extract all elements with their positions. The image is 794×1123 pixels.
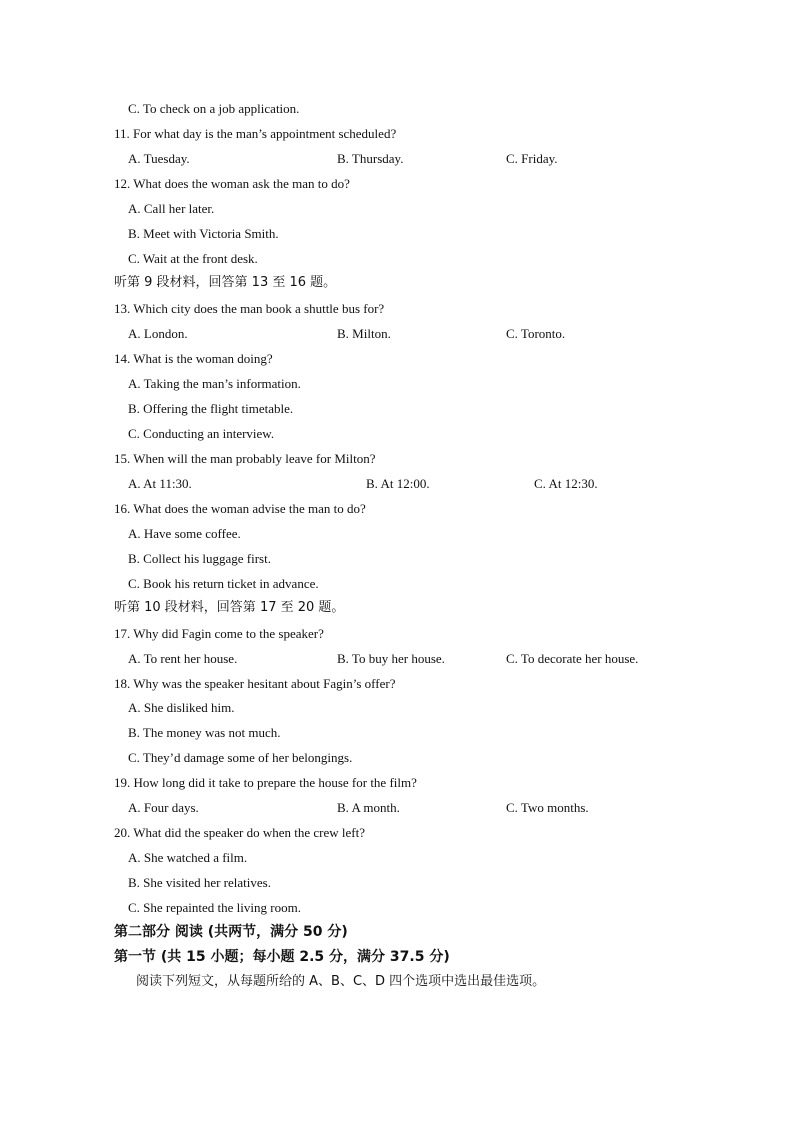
- q10-option-c: C. To check on a job application.: [128, 101, 300, 116]
- q16-option-b: B. Collect his luggage first.: [128, 551, 271, 566]
- q18-option-c: C. They’d damage some of her belongings.: [128, 750, 353, 765]
- q15-option-c: C. At 12:30.: [534, 476, 598, 491]
- question-18: 18. Why was the speaker hesitant about Fagin’s offer?: [114, 676, 396, 691]
- q16-option-a: A. Have some coffee.: [128, 526, 241, 541]
- question-11: 11. For what day is the man’s appointment scheduled?: [114, 126, 397, 141]
- q17-option-c: C. To decorate her house.: [506, 651, 639, 666]
- question-19: 19. How long did it take to prepare the house for the film?: [114, 775, 417, 790]
- reading-instruction: 阅读下列短文，从每题所给的 A、B、C、D 四个选项中选出最佳选项。: [136, 974, 546, 989]
- question-20: 20. What did the speaker do when the crew left?: [114, 825, 365, 840]
- q12-option-a: A. Call her later.: [128, 201, 215, 216]
- section-9-heading: 听第 9 段材料，回答第 13 至 16 题。: [114, 275, 337, 290]
- question-12: 12. What does the woman ask the man to do?: [114, 176, 350, 191]
- q15-option-b: B. At 12:00.: [366, 476, 430, 491]
- section-10-heading: 听第 10 段材料，回答第 17 至 20 题。: [114, 600, 345, 615]
- q12-option-c: C. Wait at the front desk.: [128, 251, 258, 266]
- question-16: 16. What does the woman advise the man to do?: [114, 501, 366, 516]
- q11-option-a: A. Tuesday.: [128, 151, 190, 166]
- q15-option-a: A. At 11:30.: [128, 476, 192, 491]
- q11-option-b: B. Thursday.: [337, 151, 404, 166]
- question-14: 14. What is the woman doing?: [114, 351, 273, 366]
- q17-option-a: A. To rent her house.: [128, 651, 238, 666]
- q13-option-b: B. Milton.: [337, 326, 391, 341]
- q14-option-c: C. Conducting an interview.: [128, 426, 275, 441]
- q19-option-b: B. A month.: [337, 800, 400, 815]
- section-1-heading: 第一节 (共 15 小题；每小题 2.5 分，满分 37.5 分): [114, 949, 450, 965]
- q19-option-a: A. Four days.: [128, 800, 199, 815]
- q13-option-a: A. London.: [128, 326, 188, 341]
- q20-option-a: A. She watched a film.: [128, 850, 248, 865]
- q17-option-b: B. To buy her house.: [337, 651, 445, 666]
- q12-option-b: B. Meet with Victoria Smith.: [128, 226, 279, 241]
- part-2-heading: 第二部分 阅读 (共两节，满分 50 分): [114, 924, 348, 940]
- q14-option-a: A. Taking the man’s information.: [128, 376, 301, 391]
- q14-option-b: B. Offering the flight timetable.: [128, 401, 294, 416]
- q18-option-b: B. The money was not much.: [128, 725, 281, 740]
- question-17: 17. Why did Fagin come to the speaker?: [114, 626, 324, 641]
- question-13: 13. Which city does the man book a shuttle bus for?: [114, 301, 385, 316]
- q18-option-a: A. She disliked him.: [128, 700, 235, 715]
- q19-option-c: C. Two months.: [506, 800, 589, 815]
- q11-option-c: C. Friday.: [506, 151, 558, 166]
- q20-option-b: B. She visited her relatives.: [128, 875, 271, 890]
- q16-option-c: C. Book his return ticket in advance.: [128, 576, 319, 591]
- q20-option-c: C. She repainted the living room.: [128, 900, 301, 915]
- question-15: 15. When will the man probably leave for Milton?: [114, 451, 376, 466]
- q13-option-c: C. Toronto.: [506, 326, 566, 341]
